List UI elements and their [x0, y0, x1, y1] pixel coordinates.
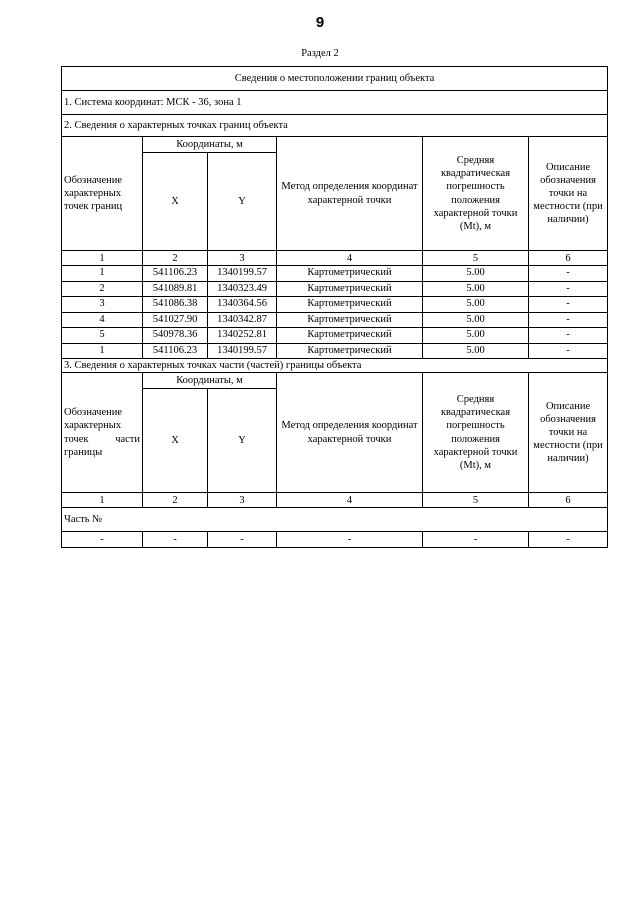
column-number: 1 — [62, 251, 143, 266]
point-y: 1340252.81 — [208, 328, 277, 344]
point-method: Картометрический — [277, 281, 423, 297]
column-number: 4 — [277, 251, 423, 266]
column-number: 6 — [529, 251, 608, 266]
point-id: 3 — [62, 297, 143, 313]
point-x: 541027.90 — [143, 312, 208, 328]
point-mt: 5.00 — [423, 343, 529, 359]
table-row — [62, 343, 608, 359]
point-desc: - — [529, 312, 608, 328]
point-method: Картометрический — [277, 312, 423, 328]
part-row — [62, 508, 608, 532]
table-row — [62, 532, 608, 548]
header2-row — [62, 373, 608, 389]
boundary-table — [61, 66, 608, 548]
point-method: Картометрический — [277, 266, 423, 282]
point-mt: 5.00 — [423, 281, 529, 297]
column-numbers-row-2 — [62, 493, 608, 508]
col-method-header: Метод определения координат характерной точки — [277, 137, 423, 251]
column-number: 5 — [423, 251, 529, 266]
col-coords-header-2: Координаты, м — [143, 373, 277, 389]
page-number: 9 — [315, 14, 325, 31]
column-numbers-row — [62, 251, 608, 266]
empty-cell: - — [423, 532, 529, 548]
col-coords-header: Координаты, м — [143, 137, 277, 153]
point-mt: 5.00 — [423, 312, 529, 328]
section-title: Раздел 2 — [301, 48, 339, 59]
empty-cell: - — [277, 532, 423, 548]
point-method: Картометрический — [277, 297, 423, 313]
point-x: 541089.81 — [143, 281, 208, 297]
point-desc: - — [529, 297, 608, 313]
point-desc: - — [529, 343, 608, 359]
table-row — [62, 328, 608, 344]
point-x: 541106.23 — [143, 343, 208, 359]
point-id: 2 — [62, 281, 143, 297]
header-row — [62, 137, 608, 153]
point-x: 541086.38 — [143, 297, 208, 313]
empty-cell: - — [529, 532, 608, 548]
col-desc-header-2: Описание обозначения точки на местности (при наличии) — [529, 373, 608, 493]
column-number: 4 — [277, 493, 423, 508]
point-mt: 5.00 — [423, 297, 529, 313]
table-row — [62, 312, 608, 328]
coord-system-row — [62, 91, 608, 115]
point-id: 1 — [62, 266, 143, 282]
section2-row — [62, 115, 608, 137]
table-row — [62, 297, 608, 313]
point-id: 4 — [62, 312, 143, 328]
point-y: 1340323.49 — [208, 281, 277, 297]
column-number: 6 — [529, 493, 608, 508]
table-row — [62, 266, 608, 282]
point-y: 1340342.87 — [208, 312, 277, 328]
point-desc: - — [529, 328, 608, 344]
coord-system: 1. Система координат: МСК - 36, зона 1 — [62, 91, 608, 115]
col-points-header-2: Обозначение характерных точек части границы — [62, 373, 143, 493]
col-points-header: Обозначение характерных точек границ — [62, 137, 143, 251]
point-id: 1 — [62, 343, 143, 359]
col-method-header-2: Метод определения координат характерной точки — [277, 373, 423, 493]
column-number: 2 — [143, 251, 208, 266]
point-desc: - — [529, 266, 608, 282]
col-y-header-2: Y — [208, 389, 277, 493]
section3-row — [62, 359, 608, 373]
point-x: 540978.36 — [143, 328, 208, 344]
column-number: 3 — [208, 251, 277, 266]
part-label: Часть № — [62, 508, 608, 532]
point-x: 541106.23 — [143, 266, 208, 282]
point-method: Картометрический — [277, 328, 423, 344]
table-row — [62, 281, 608, 297]
point-y: 1340199.57 — [208, 266, 277, 282]
column-number: 5 — [423, 493, 529, 508]
point-y: 1340364.56 — [208, 297, 277, 313]
point-id: 5 — [62, 328, 143, 344]
col-desc-header: Описание обозначения точки на местности (при наличии) — [529, 137, 608, 251]
column-number: 2 — [143, 493, 208, 508]
empty-cell: - — [62, 532, 143, 548]
col-x-header: X — [143, 153, 208, 251]
table-title: Сведения о местоположении границ объекта — [62, 67, 608, 91]
table-title-row — [62, 67, 608, 91]
point-mt: 5.00 — [423, 328, 529, 344]
column-number: 1 — [62, 493, 143, 508]
point-method: Картометрический — [277, 343, 423, 359]
col-error-header: Средняя квадратическая погрешность положения характерной точки (Mt), м — [423, 137, 529, 251]
col-error-header-2: Средняя квадратическая погрешность положения характерной точки (Mt), м — [423, 373, 529, 493]
section2-heading: 2. Сведения о характерных точках границ объекта — [62, 115, 608, 137]
point-y: 1340199.57 — [208, 343, 277, 359]
point-desc: - — [529, 281, 608, 297]
col-y-header: Y — [208, 153, 277, 251]
point-mt: 5.00 — [423, 266, 529, 282]
column-number: 3 — [208, 493, 277, 508]
empty-cell: - — [208, 532, 277, 548]
empty-cell: - — [143, 532, 208, 548]
col-x-header-2: X — [143, 389, 208, 493]
section3-heading: 3. Сведения о характерных точках части (частей) границы объекта — [62, 359, 608, 373]
